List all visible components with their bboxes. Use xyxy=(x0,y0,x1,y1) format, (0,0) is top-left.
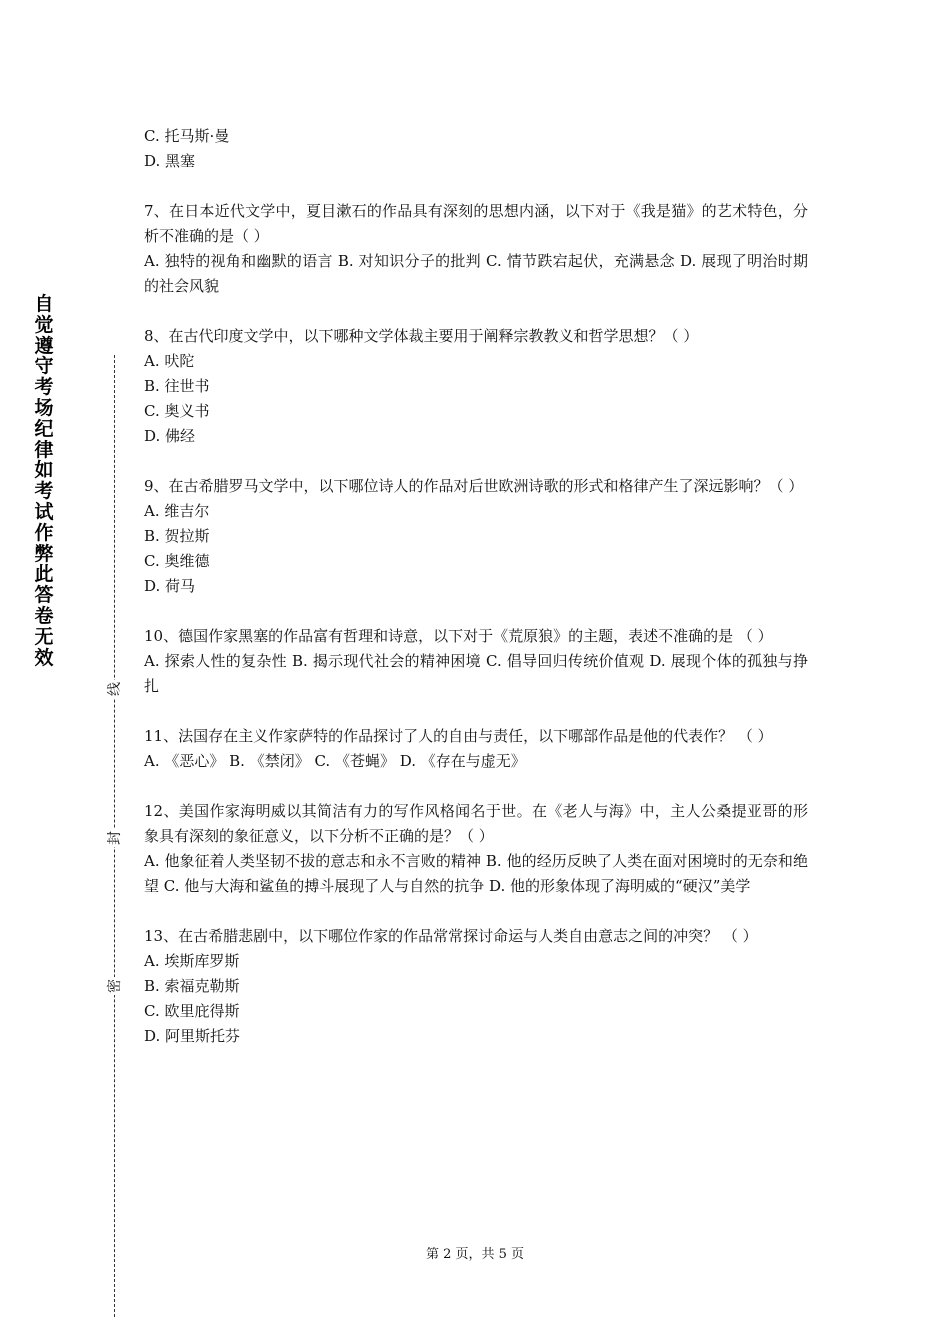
prev-option: D. 黑塞 xyxy=(144,152,196,170)
exam-discipline-notice: 自觉遵守考场纪律如考试作弊此答卷无效 xyxy=(34,293,54,669)
option-b: B. 往世书 xyxy=(144,377,210,395)
question-options: A. 他象征着人类坚韧不拔的意志和永不言败的精神 B. 他的经历反映了人类在面对困境时的无奈和绝望 C. 他与大海和鲨鱼的搏斗展现了人与自然的抗争 D. 他的形象体现了海明威的“硬汉”美学 xyxy=(144,852,808,895)
option-d: D. 荷马 xyxy=(144,577,196,595)
prev-option: C. 托马斯·曼 xyxy=(144,127,230,145)
question-13 xyxy=(144,924,808,1049)
question-options: A. 《恶心》 B. 《禁闭》 C. 《苍蝇》 D. 《存在与虚无》 xyxy=(144,752,526,770)
question-stem: 10、德国作家黑塞的作品富有哲理和诗意，以下对于《荒原狼》的主题，表述不准确的是 （ ） xyxy=(144,627,773,645)
question-stem: 7、在日本近代文学中，夏目漱石的作品具有深刻的思想内涵，以下对于《我是猫》的艺术特色，分析不准确的是（ ） xyxy=(144,202,808,245)
question-12 xyxy=(144,799,808,899)
option-b: B. 索福克勒斯 xyxy=(144,977,240,995)
option-c: C. 奥维德 xyxy=(144,552,210,570)
question-stem: 8、在古代印度文学中，以下哪种文学体裁主要用于阐释宗教教义和哲学思想？（ ） xyxy=(144,327,699,345)
question-10 xyxy=(144,624,808,699)
binding-label-line: 线 xyxy=(107,682,123,696)
question-11 xyxy=(144,724,808,774)
option-c: C. 奥义书 xyxy=(144,402,210,420)
option-a: A. 维吉尔 xyxy=(144,502,210,520)
question-stem: 11、法国存在主义作家萨特的作品探讨了人的自由与责任，以下哪部作品是他的代表作？ （ ） xyxy=(144,727,773,745)
option-b: B. 贺拉斯 xyxy=(144,527,210,545)
question-stem: 12、美国作家海明威以其简洁有力的写作风格闻名于世。在《老人与海》中，主人公桑提亚哥的形象具有深刻的象征意义，以下分析不正确的是？（ ） xyxy=(144,802,808,845)
option-d: D. 阿里斯托芬 xyxy=(144,1027,241,1045)
question-content xyxy=(144,124,808,1049)
question-options: A. 探索人性的复杂性 B. 揭示现代社会的精神困境 C. 倡导回归传统价值观 D. 展现个体的孤独与挣扎 xyxy=(144,652,808,695)
question-7 xyxy=(144,199,808,299)
option-d: D. 佛经 xyxy=(144,427,196,445)
question-stem: 13、在古希腊悲剧中，以下哪位作家的作品常常探讨命运与人类自由意志之间的冲突？ （ ） xyxy=(144,927,758,945)
question-options: A. 独特的视角和幽默的语言 B. 对知识分子的批判 C. 情节跌宕起伏，充满悬念 D. 展现了明治时期的社会风貌 xyxy=(144,252,808,295)
binding-label-seal: 封 xyxy=(107,831,123,845)
binding-label-secret: 密 xyxy=(107,979,123,993)
question-9 xyxy=(144,474,808,599)
page-number: 第 2 页，共 5 页 xyxy=(425,1247,525,1262)
question-stem: 9、在古希腊罗马文学中，以下哪位诗人的作品对后世欧洲诗歌的形式和格律产生了深远影响？（ ） xyxy=(144,477,804,495)
question-8 xyxy=(144,324,808,449)
option-c: C. 欧里庇得斯 xyxy=(144,1002,240,1020)
option-a: A. 埃斯库罗斯 xyxy=(144,952,240,970)
option-a: A. 吠陀 xyxy=(144,352,195,370)
